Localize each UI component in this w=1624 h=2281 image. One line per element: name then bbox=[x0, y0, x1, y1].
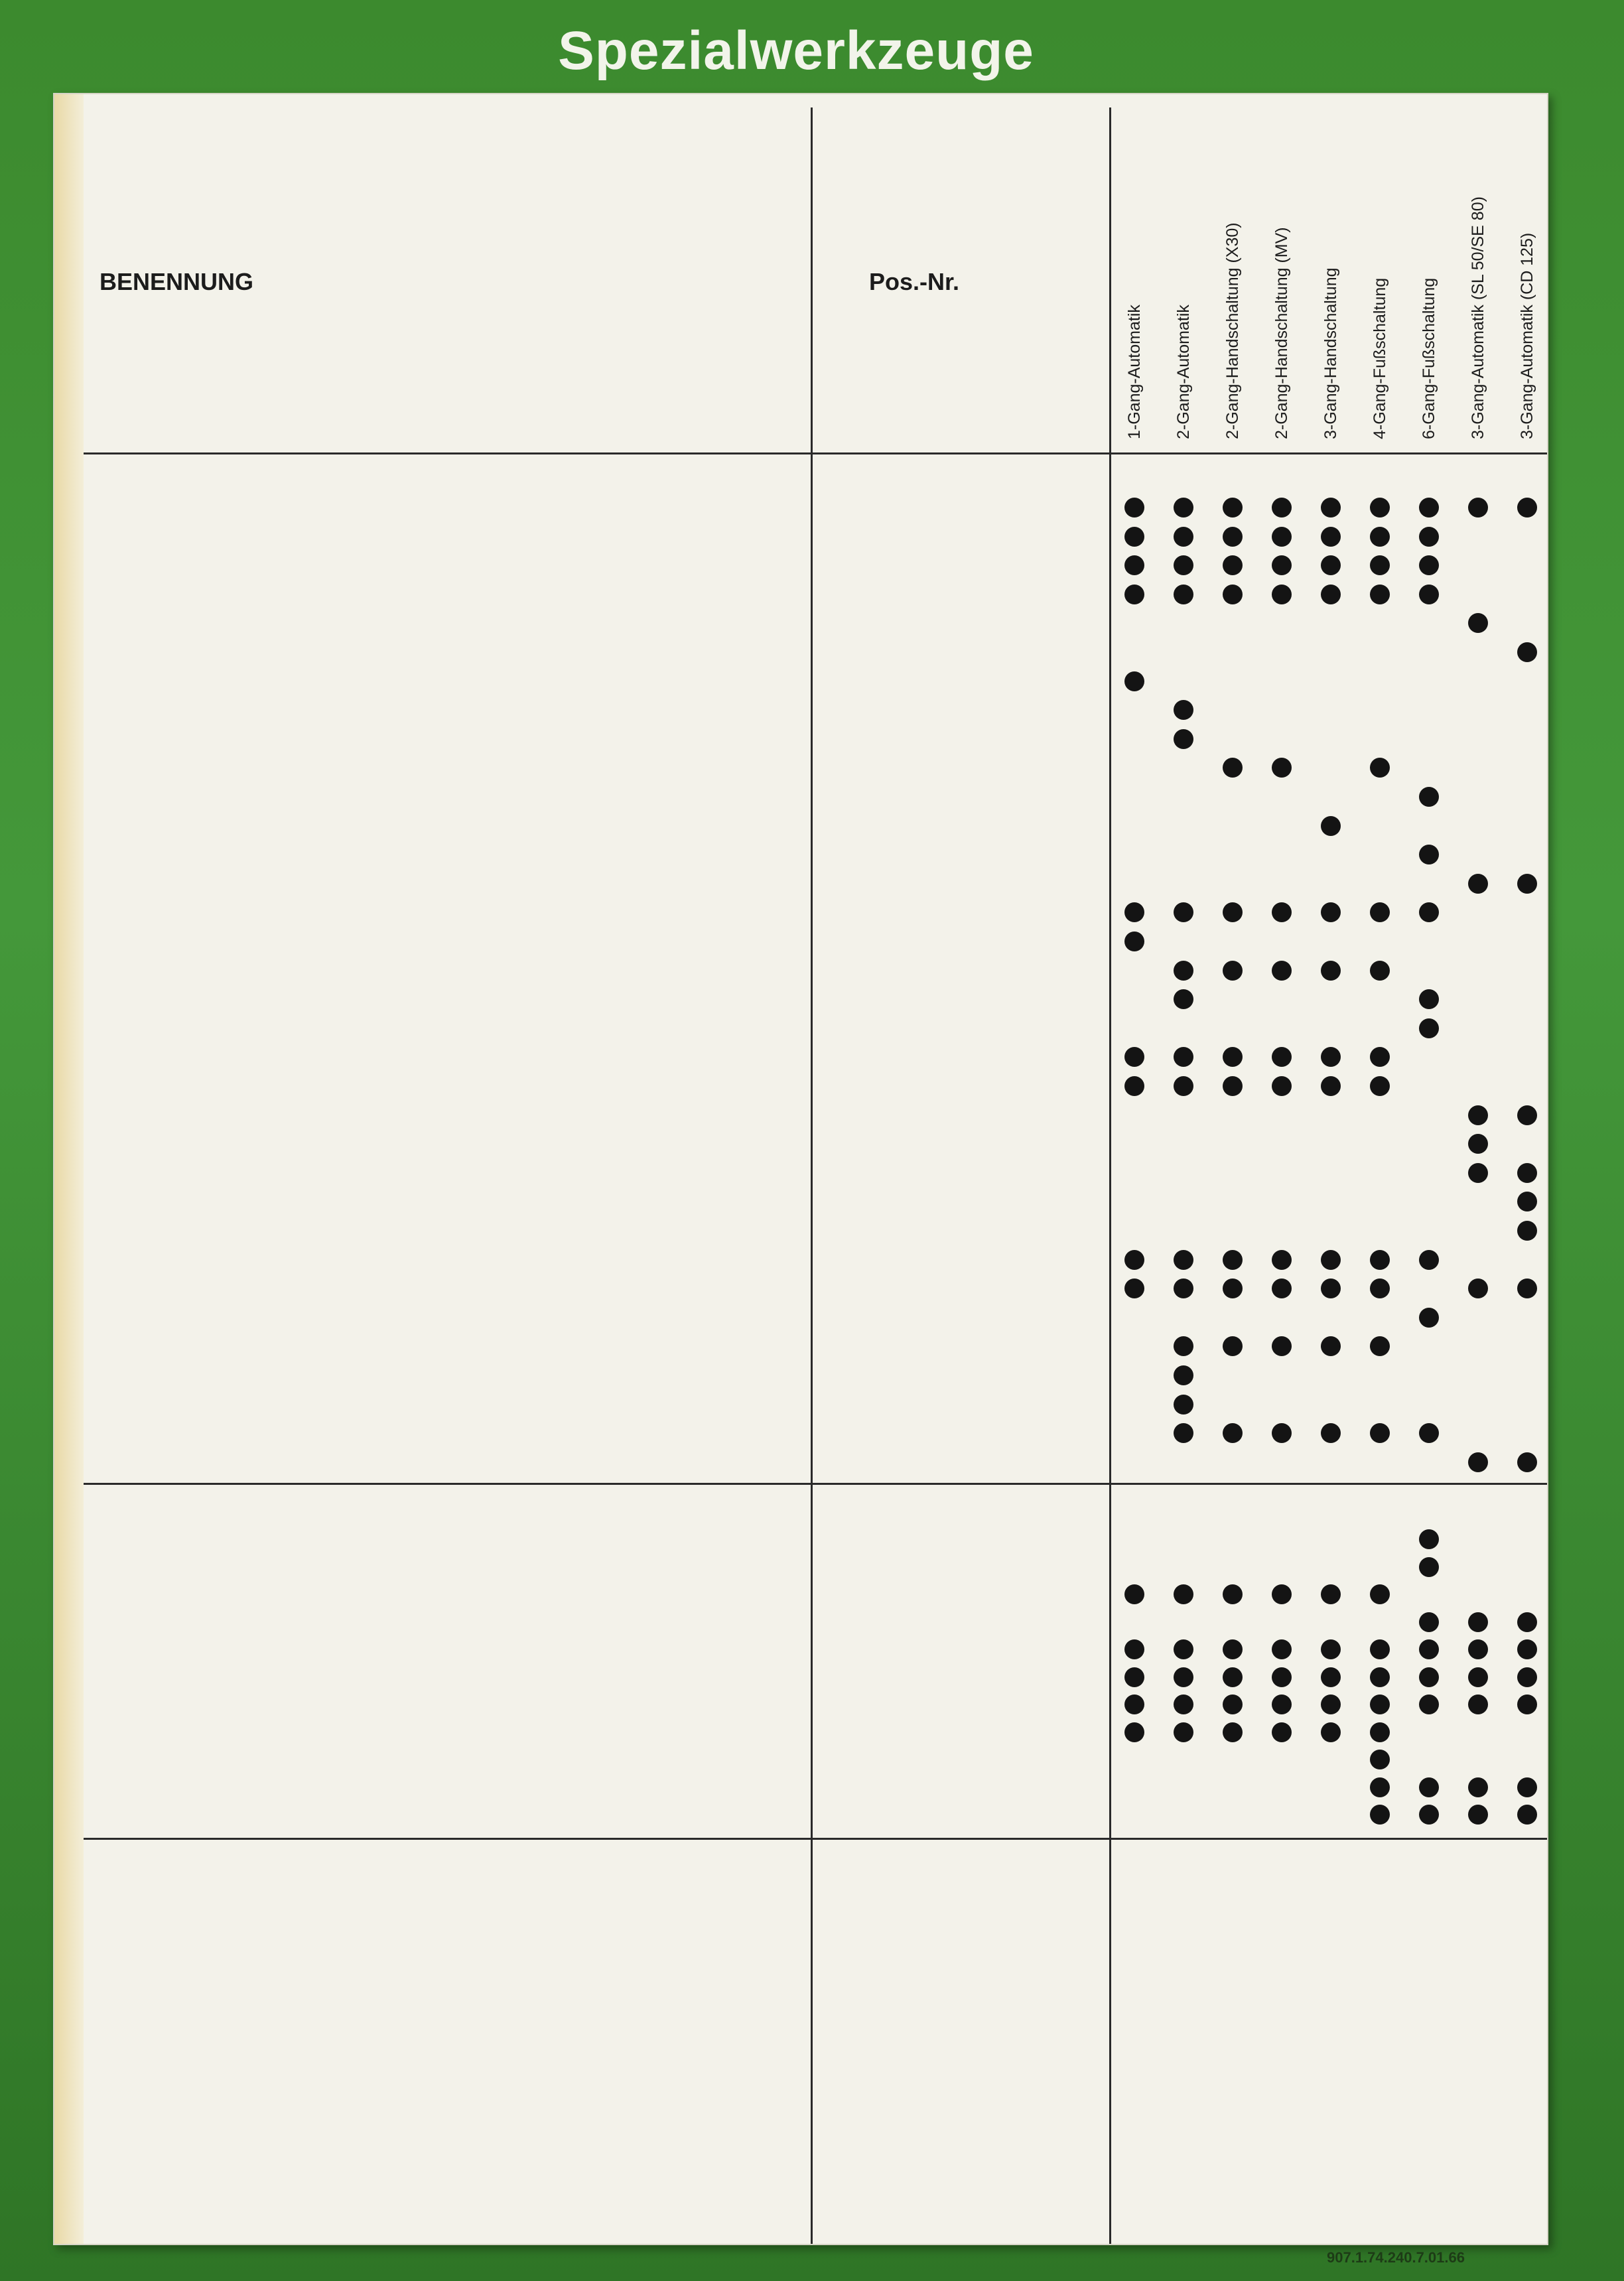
availability-dot bbox=[1272, 1694, 1292, 1714]
availability-dot bbox=[1223, 1279, 1243, 1298]
availability-dot bbox=[1272, 961, 1292, 981]
availability-dot bbox=[1272, 1423, 1292, 1443]
availability-dot bbox=[1419, 1557, 1439, 1577]
availability-dot bbox=[1223, 758, 1243, 778]
availability-dot bbox=[1272, 902, 1292, 922]
availability-dot bbox=[1321, 1667, 1341, 1687]
availability-dot bbox=[1419, 1529, 1439, 1549]
availability-dot bbox=[1517, 1694, 1537, 1714]
availability-dot bbox=[1517, 1279, 1537, 1298]
column-header: 6-Gang-Fußschaltung bbox=[1420, 277, 1438, 439]
availability-dot bbox=[1321, 498, 1341, 518]
availability-dot bbox=[1174, 1250, 1193, 1270]
availability-dot bbox=[1124, 527, 1144, 547]
availability-dot bbox=[1223, 1694, 1243, 1714]
header-divider bbox=[84, 452, 1547, 454]
footer-code: 907.1.74.240.7.01.66 bbox=[1327, 2249, 1465, 2266]
availability-dot bbox=[1468, 1667, 1488, 1687]
availability-dot bbox=[1370, 1423, 1390, 1443]
availability-dot bbox=[1223, 1584, 1243, 1604]
availability-dot bbox=[1321, 1584, 1341, 1604]
availability-dot bbox=[1517, 1639, 1537, 1659]
availability-dot bbox=[1124, 902, 1144, 922]
availability-dot bbox=[1321, 816, 1341, 836]
availability-dot bbox=[1370, 498, 1390, 518]
availability-dot bbox=[1419, 527, 1439, 547]
availability-dot bbox=[1272, 1250, 1292, 1270]
availability-dot bbox=[1370, 902, 1390, 922]
availability-dot bbox=[1419, 1250, 1439, 1270]
availability-dot bbox=[1272, 1584, 1292, 1604]
availability-dot bbox=[1419, 1777, 1439, 1797]
availability-dot bbox=[1223, 498, 1243, 518]
availability-dot bbox=[1419, 1308, 1439, 1328]
availability-dot bbox=[1419, 585, 1439, 604]
availability-dot bbox=[1174, 729, 1193, 749]
availability-dot bbox=[1272, 1722, 1292, 1742]
availability-dot bbox=[1174, 902, 1193, 922]
availability-dot bbox=[1174, 1722, 1193, 1742]
availability-dot bbox=[1517, 1667, 1537, 1687]
availability-dot bbox=[1370, 1336, 1390, 1356]
availability-dot bbox=[1124, 555, 1144, 575]
column-header: 3-Gang-Automatik (SL 50/SE 80) bbox=[1469, 196, 1487, 439]
availability-dot bbox=[1468, 1639, 1488, 1659]
section-divider bbox=[84, 1838, 1547, 1840]
availability-dot bbox=[1174, 961, 1193, 981]
availability-dot bbox=[1419, 1667, 1439, 1687]
availability-dot bbox=[1223, 555, 1243, 575]
availability-dot bbox=[1223, 1076, 1243, 1096]
availability-dot bbox=[1468, 613, 1488, 633]
availability-dot bbox=[1370, 527, 1390, 547]
column-header: 3-Gang-Handschaltung bbox=[1321, 267, 1340, 439]
availability-dot bbox=[1419, 1694, 1439, 1714]
availability-dot bbox=[1124, 671, 1144, 691]
availability-dot bbox=[1321, 1423, 1341, 1443]
availability-dot bbox=[1174, 498, 1193, 518]
availability-dot bbox=[1468, 1452, 1488, 1472]
column-header: 2-Gang-Automatik bbox=[1174, 305, 1193, 439]
header-pos-nr: Pos.-Nr. bbox=[869, 268, 960, 295]
availability-dot bbox=[1321, 902, 1341, 922]
availability-dot bbox=[1370, 961, 1390, 981]
availability-dot bbox=[1223, 1667, 1243, 1687]
availability-dot bbox=[1174, 1584, 1193, 1604]
availability-dot bbox=[1321, 961, 1341, 981]
availability-dot bbox=[1272, 1279, 1292, 1298]
availability-dot bbox=[1419, 787, 1439, 807]
availability-dot bbox=[1321, 527, 1341, 547]
availability-dot bbox=[1321, 1076, 1341, 1096]
availability-dot bbox=[1223, 961, 1243, 981]
availability-dot bbox=[1124, 1694, 1144, 1714]
availability-dot bbox=[1517, 1452, 1537, 1472]
availability-dot bbox=[1174, 989, 1193, 1009]
availability-dot bbox=[1174, 1694, 1193, 1714]
availability-dot bbox=[1419, 989, 1439, 1009]
availability-dot bbox=[1174, 700, 1193, 720]
availability-dot bbox=[1223, 527, 1243, 547]
availability-dot bbox=[1468, 1279, 1488, 1298]
sheet-edge bbox=[54, 94, 84, 2244]
availability-dot bbox=[1223, 1722, 1243, 1742]
availability-dot bbox=[1321, 1047, 1341, 1067]
availability-dot bbox=[1370, 1667, 1390, 1687]
availability-dot bbox=[1370, 1584, 1390, 1604]
availability-dot bbox=[1124, 1076, 1144, 1096]
availability-dot bbox=[1223, 1250, 1243, 1270]
availability-dot bbox=[1272, 758, 1292, 778]
availability-dot bbox=[1370, 1750, 1390, 1769]
availability-dot bbox=[1517, 1221, 1537, 1241]
availability-dot bbox=[1124, 1250, 1144, 1270]
availability-dot bbox=[1517, 498, 1537, 518]
availability-dot bbox=[1223, 1423, 1243, 1443]
availability-dot bbox=[1174, 1639, 1193, 1659]
availability-dot bbox=[1174, 1047, 1193, 1067]
availability-dot bbox=[1468, 498, 1488, 518]
availability-dot bbox=[1517, 1805, 1537, 1825]
availability-dot bbox=[1174, 1076, 1193, 1096]
availability-dot bbox=[1517, 1777, 1537, 1797]
availability-dot bbox=[1124, 932, 1144, 951]
availability-dot bbox=[1272, 1336, 1292, 1356]
column-header: 2-Gang-Handschaltung (MV) bbox=[1272, 227, 1291, 439]
availability-dot bbox=[1321, 1279, 1341, 1298]
availability-dot bbox=[1370, 555, 1390, 575]
availability-dot bbox=[1223, 902, 1243, 922]
availability-dot bbox=[1321, 1639, 1341, 1659]
availability-dot bbox=[1174, 1365, 1193, 1385]
availability-dot bbox=[1517, 1192, 1537, 1211]
tool-table-sheet bbox=[53, 93, 1548, 2245]
column-divider bbox=[1109, 107, 1111, 2244]
availability-dot bbox=[1517, 1612, 1537, 1632]
availability-dot bbox=[1419, 1805, 1439, 1825]
availability-dot bbox=[1468, 1163, 1488, 1183]
availability-dot bbox=[1174, 1279, 1193, 1298]
availability-dot bbox=[1321, 585, 1341, 604]
availability-dot bbox=[1272, 1047, 1292, 1067]
availability-dot bbox=[1174, 585, 1193, 604]
availability-dot bbox=[1370, 1722, 1390, 1742]
availability-dot bbox=[1321, 555, 1341, 575]
availability-dot bbox=[1468, 1777, 1488, 1797]
availability-dot bbox=[1321, 1722, 1341, 1742]
availability-dot bbox=[1174, 527, 1193, 547]
availability-dot bbox=[1124, 1047, 1144, 1067]
availability-dot bbox=[1174, 1423, 1193, 1443]
availability-dot bbox=[1468, 874, 1488, 894]
availability-dot bbox=[1419, 498, 1439, 518]
availability-dot bbox=[1124, 1667, 1144, 1687]
page-title: Spezialwerkzeuge bbox=[558, 21, 1034, 81]
availability-dot bbox=[1272, 1667, 1292, 1687]
availability-dot bbox=[1517, 642, 1537, 662]
section-divider bbox=[84, 1483, 1547, 1485]
availability-dot bbox=[1223, 1639, 1243, 1659]
availability-dot bbox=[1174, 1667, 1193, 1687]
availability-dot bbox=[1517, 874, 1537, 894]
availability-dot bbox=[1370, 1805, 1390, 1825]
availability-dot bbox=[1223, 1336, 1243, 1356]
availability-dot bbox=[1174, 555, 1193, 575]
availability-dot bbox=[1174, 1395, 1193, 1415]
availability-dot bbox=[1419, 1612, 1439, 1632]
availability-dot bbox=[1419, 1018, 1439, 1038]
availability-dot bbox=[1468, 1805, 1488, 1825]
availability-dot bbox=[1370, 758, 1390, 778]
availability-dot bbox=[1321, 1250, 1341, 1270]
availability-dot bbox=[1468, 1694, 1488, 1714]
availability-dot bbox=[1419, 1423, 1439, 1443]
availability-dot bbox=[1517, 1105, 1537, 1125]
availability-dot bbox=[1370, 1076, 1390, 1096]
availability-dot bbox=[1223, 1047, 1243, 1067]
availability-dot bbox=[1370, 1694, 1390, 1714]
availability-dot bbox=[1468, 1105, 1488, 1125]
availability-dot bbox=[1272, 585, 1292, 604]
availability-dot bbox=[1272, 498, 1292, 518]
availability-dot bbox=[1272, 1639, 1292, 1659]
availability-dot bbox=[1517, 1163, 1537, 1183]
availability-dot bbox=[1419, 555, 1439, 575]
availability-dot bbox=[1321, 1336, 1341, 1356]
availability-dot bbox=[1124, 1639, 1144, 1659]
availability-dot bbox=[1419, 845, 1439, 864]
availability-dot bbox=[1370, 1639, 1390, 1659]
availability-dot bbox=[1419, 902, 1439, 922]
availability-dot bbox=[1124, 498, 1144, 518]
availability-dot bbox=[1370, 1279, 1390, 1298]
availability-dot bbox=[1174, 1336, 1193, 1356]
column-header: 3-Gang-Automatik (CD 125) bbox=[1518, 232, 1536, 439]
availability-dot bbox=[1124, 1279, 1144, 1298]
availability-dot bbox=[1321, 1694, 1341, 1714]
availability-dot bbox=[1272, 555, 1292, 575]
column-header: 4-Gang-Fußschaltung bbox=[1371, 277, 1389, 439]
availability-dot bbox=[1124, 1584, 1144, 1604]
column-header: 2-Gang-Handschaltung (X30) bbox=[1223, 222, 1242, 439]
availability-dot bbox=[1419, 1639, 1439, 1659]
availability-dot bbox=[1124, 585, 1144, 604]
availability-dot bbox=[1370, 1047, 1390, 1067]
availability-dot bbox=[1124, 1722, 1144, 1742]
availability-dot bbox=[1370, 1250, 1390, 1270]
availability-dot bbox=[1272, 527, 1292, 547]
availability-dot bbox=[1370, 585, 1390, 604]
availability-dot bbox=[1223, 585, 1243, 604]
availability-dot bbox=[1468, 1612, 1488, 1632]
availability-dot bbox=[1272, 1076, 1292, 1096]
column-divider bbox=[811, 107, 813, 2244]
column-header: 1-Gang-Automatik bbox=[1125, 305, 1144, 439]
availability-dot bbox=[1370, 1777, 1390, 1797]
header-benennung: BENENNUNG bbox=[100, 268, 254, 295]
availability-dot bbox=[1468, 1134, 1488, 1154]
